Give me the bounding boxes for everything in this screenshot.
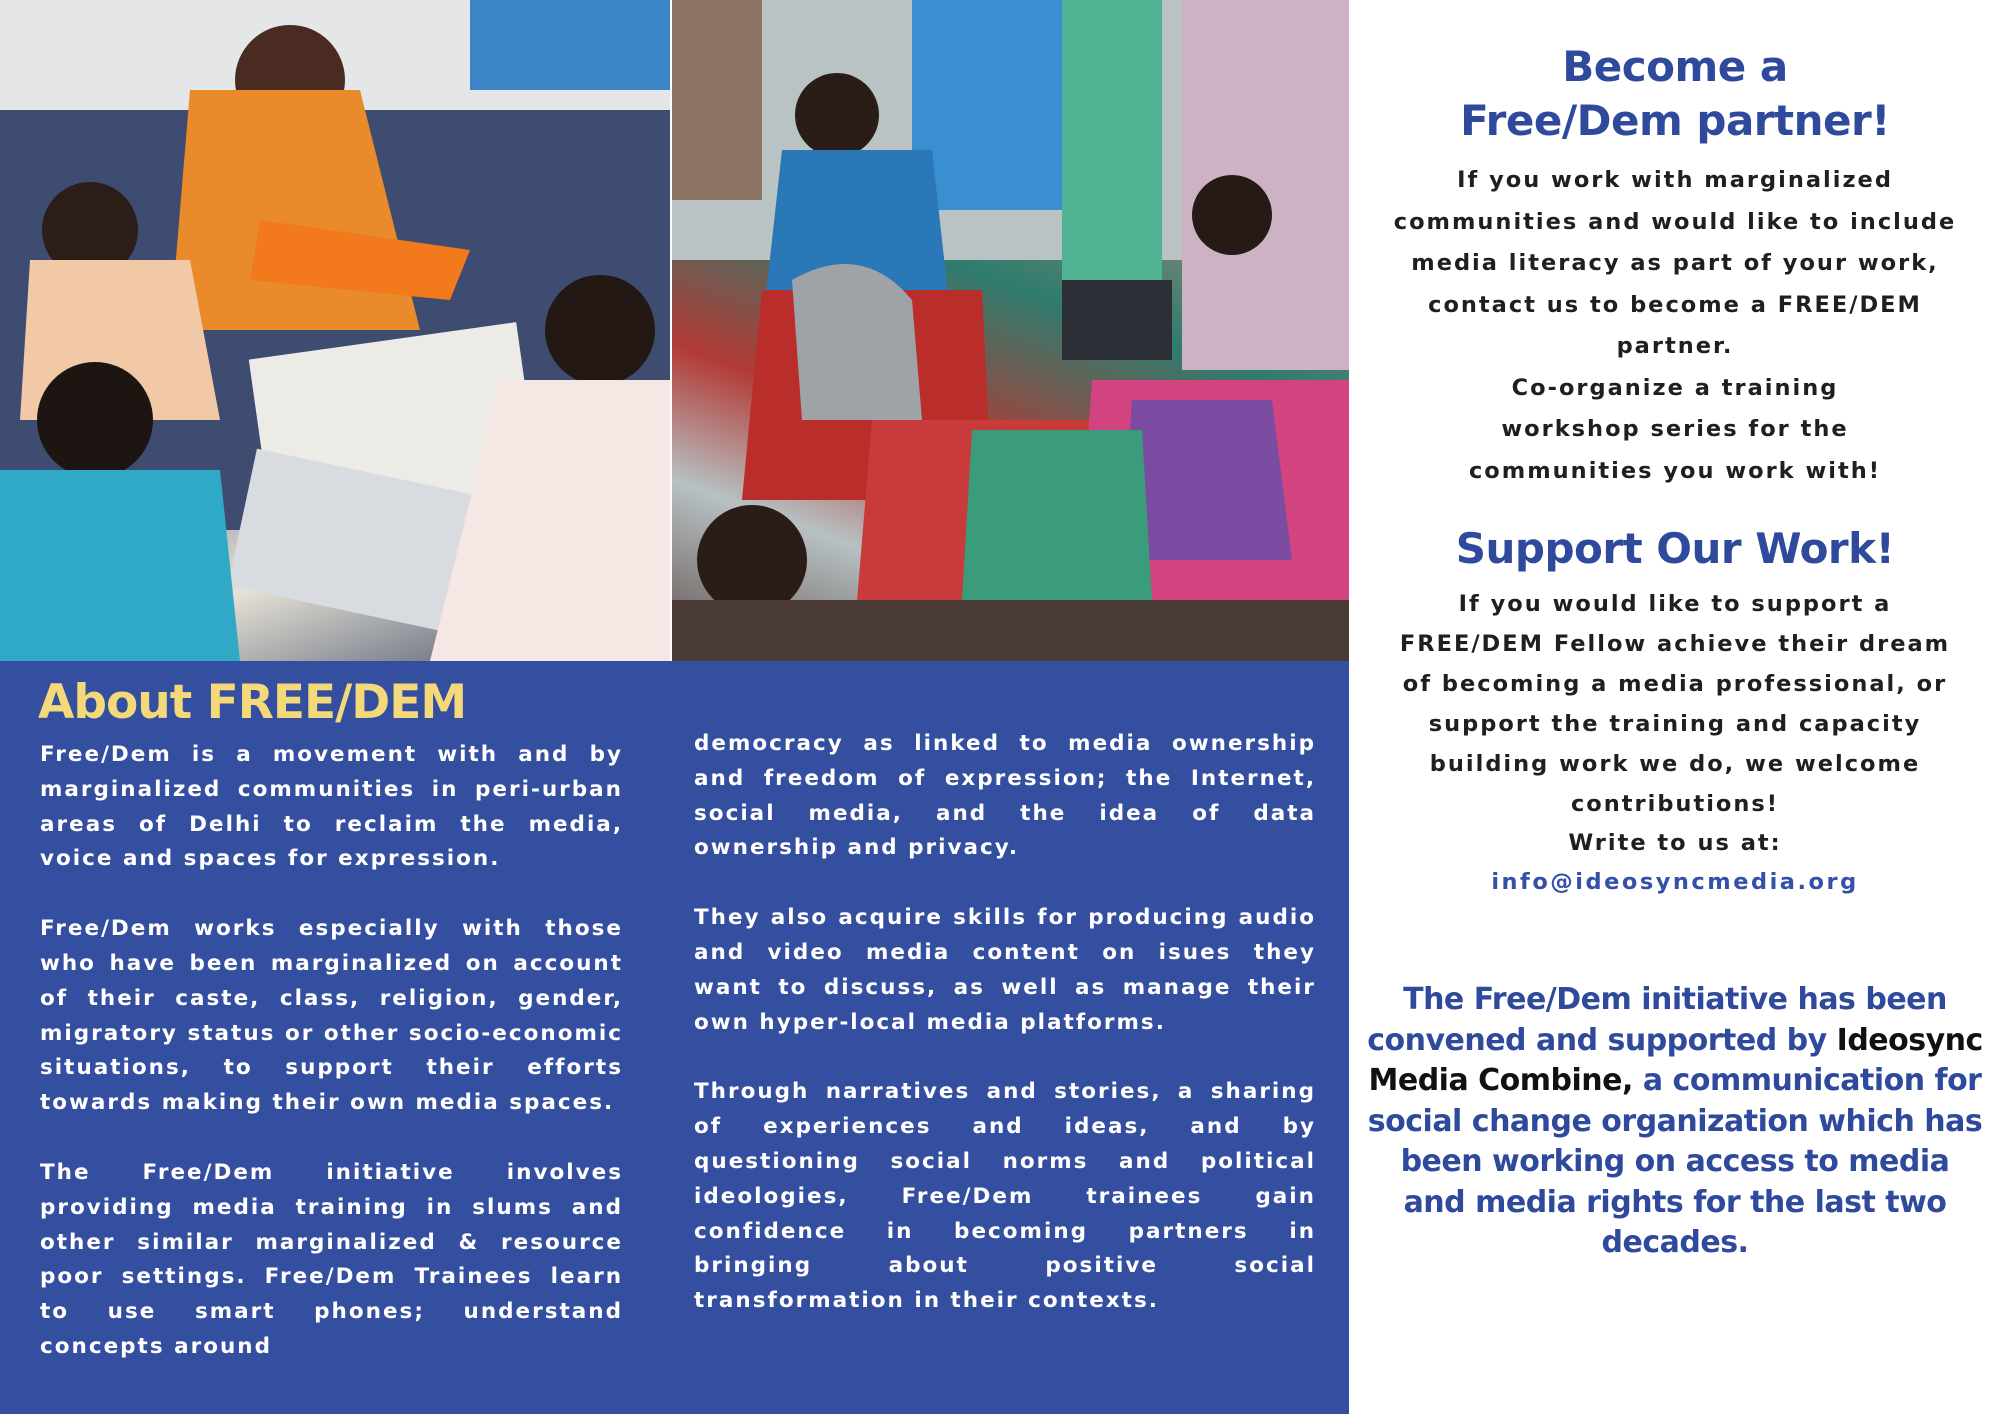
partner-title-line-2: Free/Dem partner!	[1460, 96, 1890, 145]
support-write: Write to us at:	[1568, 830, 1782, 856]
photo-reading-newspapers-illustration	[0, 0, 670, 661]
about-paragraph: They also acquire skills for producing audio and video media content on isues they want to discuss, as well as manage their own hyper-local media platforms.	[694, 905, 1316, 1035]
about-paragraph: The Free/Dem initiative involves providing media training in slums and other similar marginalized & resource poor settings. Free/Dem Trainees learn to use smart phones; understand concepts around	[40, 1159, 623, 1359]
photo-reading-newspapers	[0, 0, 670, 661]
about-paragraph: Free/Dem is a movement with and by marginalized communities in peri-urban areas of Delhi to reclaim the media, voice and spaces for expression.	[40, 742, 623, 872]
support-body: If you would like to support a FREE/DEM Fellow achieve their dream of becoming a media professional, or support the training and capacity building work we do, we welcome contributions!	[1399, 591, 1951, 817]
about-column-1	[40, 738, 623, 1400]
partner-body-2: Co-organize a training workshop series for the communities you work with!	[1468, 374, 1882, 484]
support-title: Support Our Work!	[1455, 524, 1895, 573]
photo-women-with-laptop-illustration	[672, 0, 1349, 661]
right-column	[1365, 40, 1985, 1264]
partner-title-line-1: Become a	[1562, 42, 1788, 91]
about-paragraph: democracy as linked to media ownership and freedom of expression; the Internet, social media, and the idea of data ownership and privacy.	[694, 731, 1316, 861]
credit-org-name: Ideosync Media Combine,	[1368, 1022, 1983, 1098]
photo-women-with-laptop	[672, 0, 1349, 661]
about-paragraph: Through narratives and stories, a sharing of experiences and ideas, and by questioning social norms and political ideologies, Free/Dem trainees gain confidence in becoming partners in bringing about positive social transformation in their contexts.	[694, 1079, 1316, 1314]
about-column-2	[694, 727, 1316, 1354]
about-title: About FREE/DEM	[38, 675, 467, 730]
about-paragraph: Free/Dem works especially with those who have been marginalized on account of their caste, class, religion, gender, migratory status or other socio-economic situations, to support their efforts towards making their own media spaces.	[40, 916, 623, 1116]
contact-email-link[interactable]: info@ideosyncmedia.org	[1491, 869, 1859, 895]
credit-part-1: The Free/Dem initiative has been convened and supported by	[1367, 982, 1947, 1058]
partner-body: If you work with marginalized communities and would like to include media literacy as part of your work, contact us to become a FREE/DEM partner.	[1393, 167, 1957, 359]
credit-text	[1365, 980, 1985, 1264]
credit-part-2: a communication for social change organization which has been working on access to media and media rights for the last two decades.	[1367, 1063, 1983, 1260]
